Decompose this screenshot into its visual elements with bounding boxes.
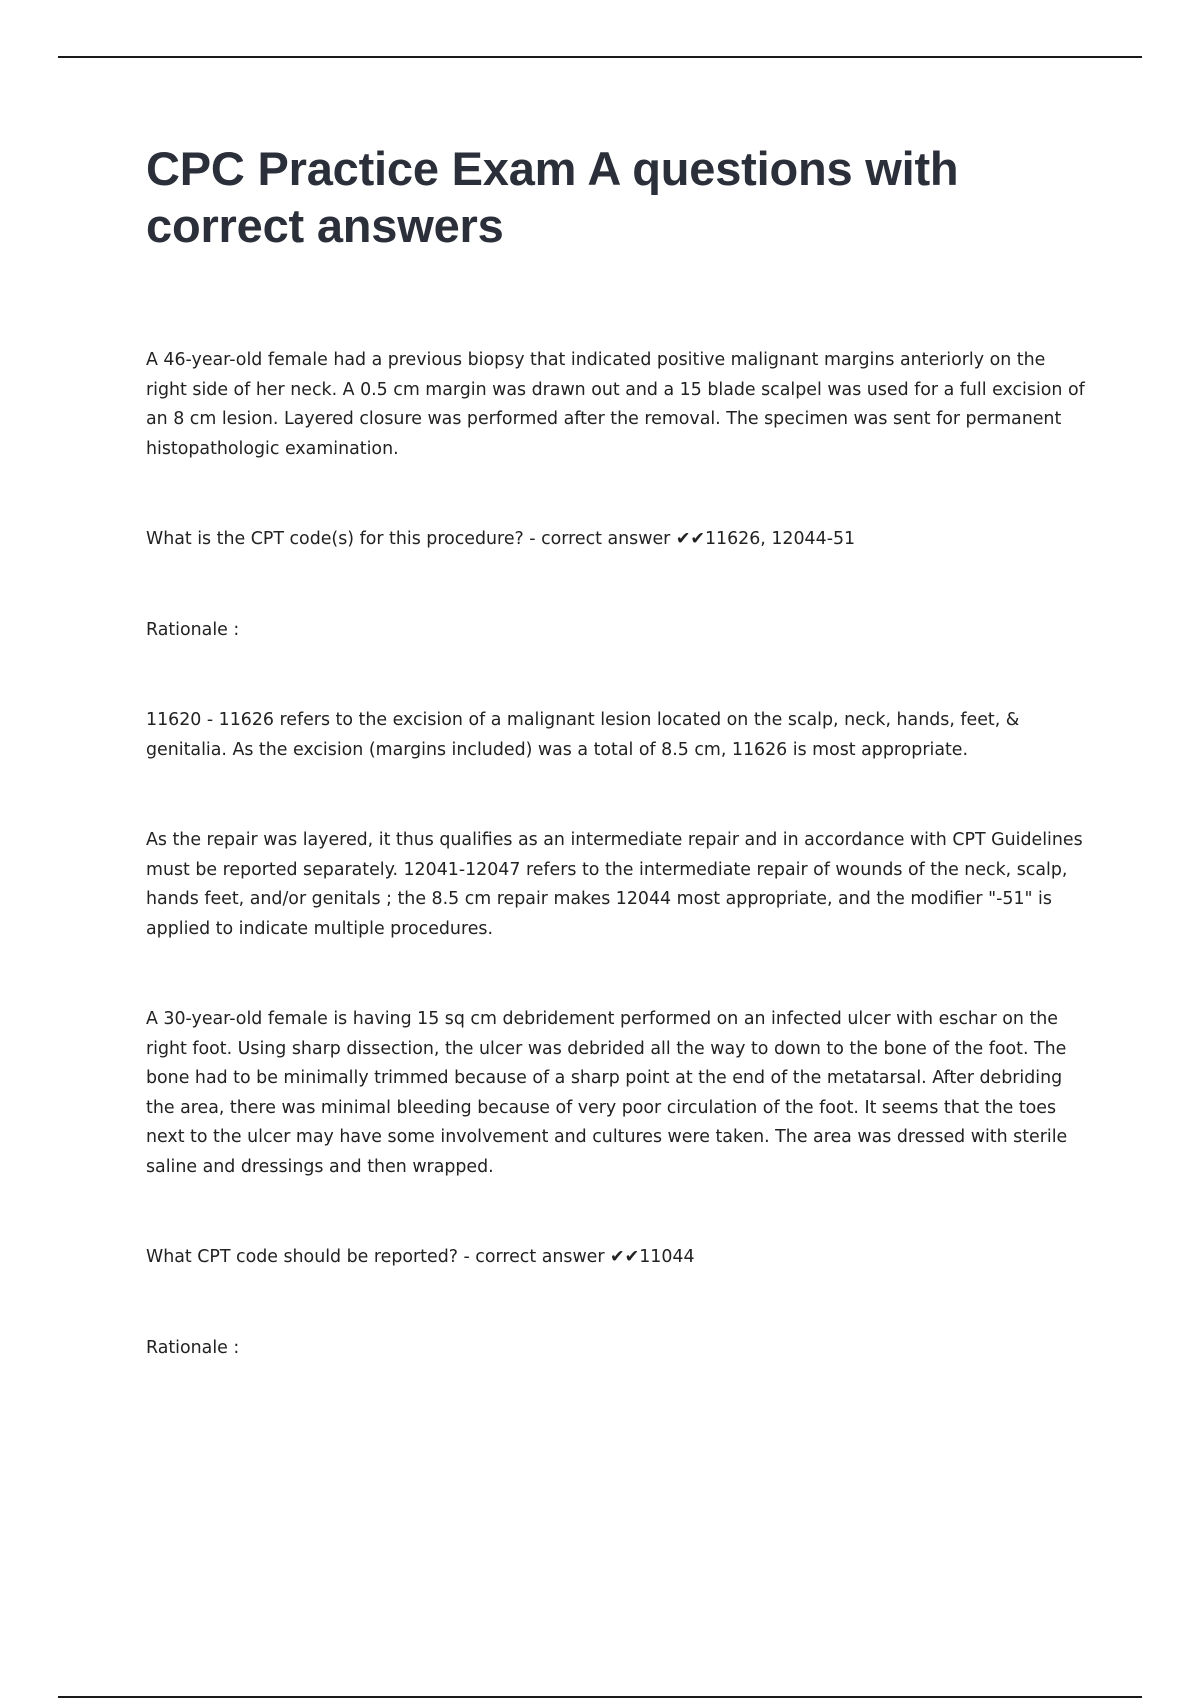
- question-1-scenario: A 46-year-old female had a previous biopsy that indicated positive malignant margins anteriorly on the right side of her neck. A 0.5 cm margin was drawn out and a 15 blade scalpel was used for a full excision of an 8 cm lesion. Layered closure was performed after the removal. The specimen was sent for permanent histopathologic examination.: [146, 350, 1085, 459]
- question-1-prompt: What is the CPT code(s) for this procedure? - correct answer ✔✔11626, 12044-51: [146, 529, 856, 549]
- question-1-rationale-paragraph: As the repair was layered, it thus qualifies as an intermediate repair and in accordance with CPT Guidelines must be reported separately. 12041-12047 refers to the intermediate repair of wounds of the neck, scalp, hands feet, and/or genitals ; the 8.5 cm repair makes 12044 most appropriate, and the modifier "-51" is applied to indicate multiple procedures.: [146, 830, 1083, 939]
- question-2-scenario: A 30-year-old female is having 15 sq cm debridement performed on an infected ulcer with eschar on the right foot. Using sharp dissection, the ulcer was debrided all the way to down to the bone of the foot. The bone had to be minimally trimmed because of a sharp point at the end of the metatarsal. After debriding the area, there was minimal bleeding because of very poor circulation of the foot. It seems that the toes next to the ulcer may have some involvement and cultures were taken. The area was dressed with sterile saline and dressings and then wrapped.: [146, 1009, 1068, 1177]
- document-title: CPC Practice Exam A questions with correct answers: [146, 142, 959, 252]
- top-rule: [58, 56, 1142, 58]
- question-2-rationale-label: Rationale :: [146, 1337, 240, 1358]
- bottom-rule: [58, 1696, 1142, 1698]
- question-1-rationale-paragraph: 11620 - 11626 refers to the excision of a malignant lesion located on the scalp, neck, hands, feet, & genitalia. As the excision (margins included) was a total of 8.5 cm, 11626 is most appropriate.: [146, 710, 1020, 760]
- document-body: [146, 346, 1091, 1363]
- question-1-rationale-label: Rationale :: [146, 619, 240, 640]
- question-2-prompt: What CPT code should be reported? - correct answer ✔✔11044: [146, 1247, 695, 1267]
